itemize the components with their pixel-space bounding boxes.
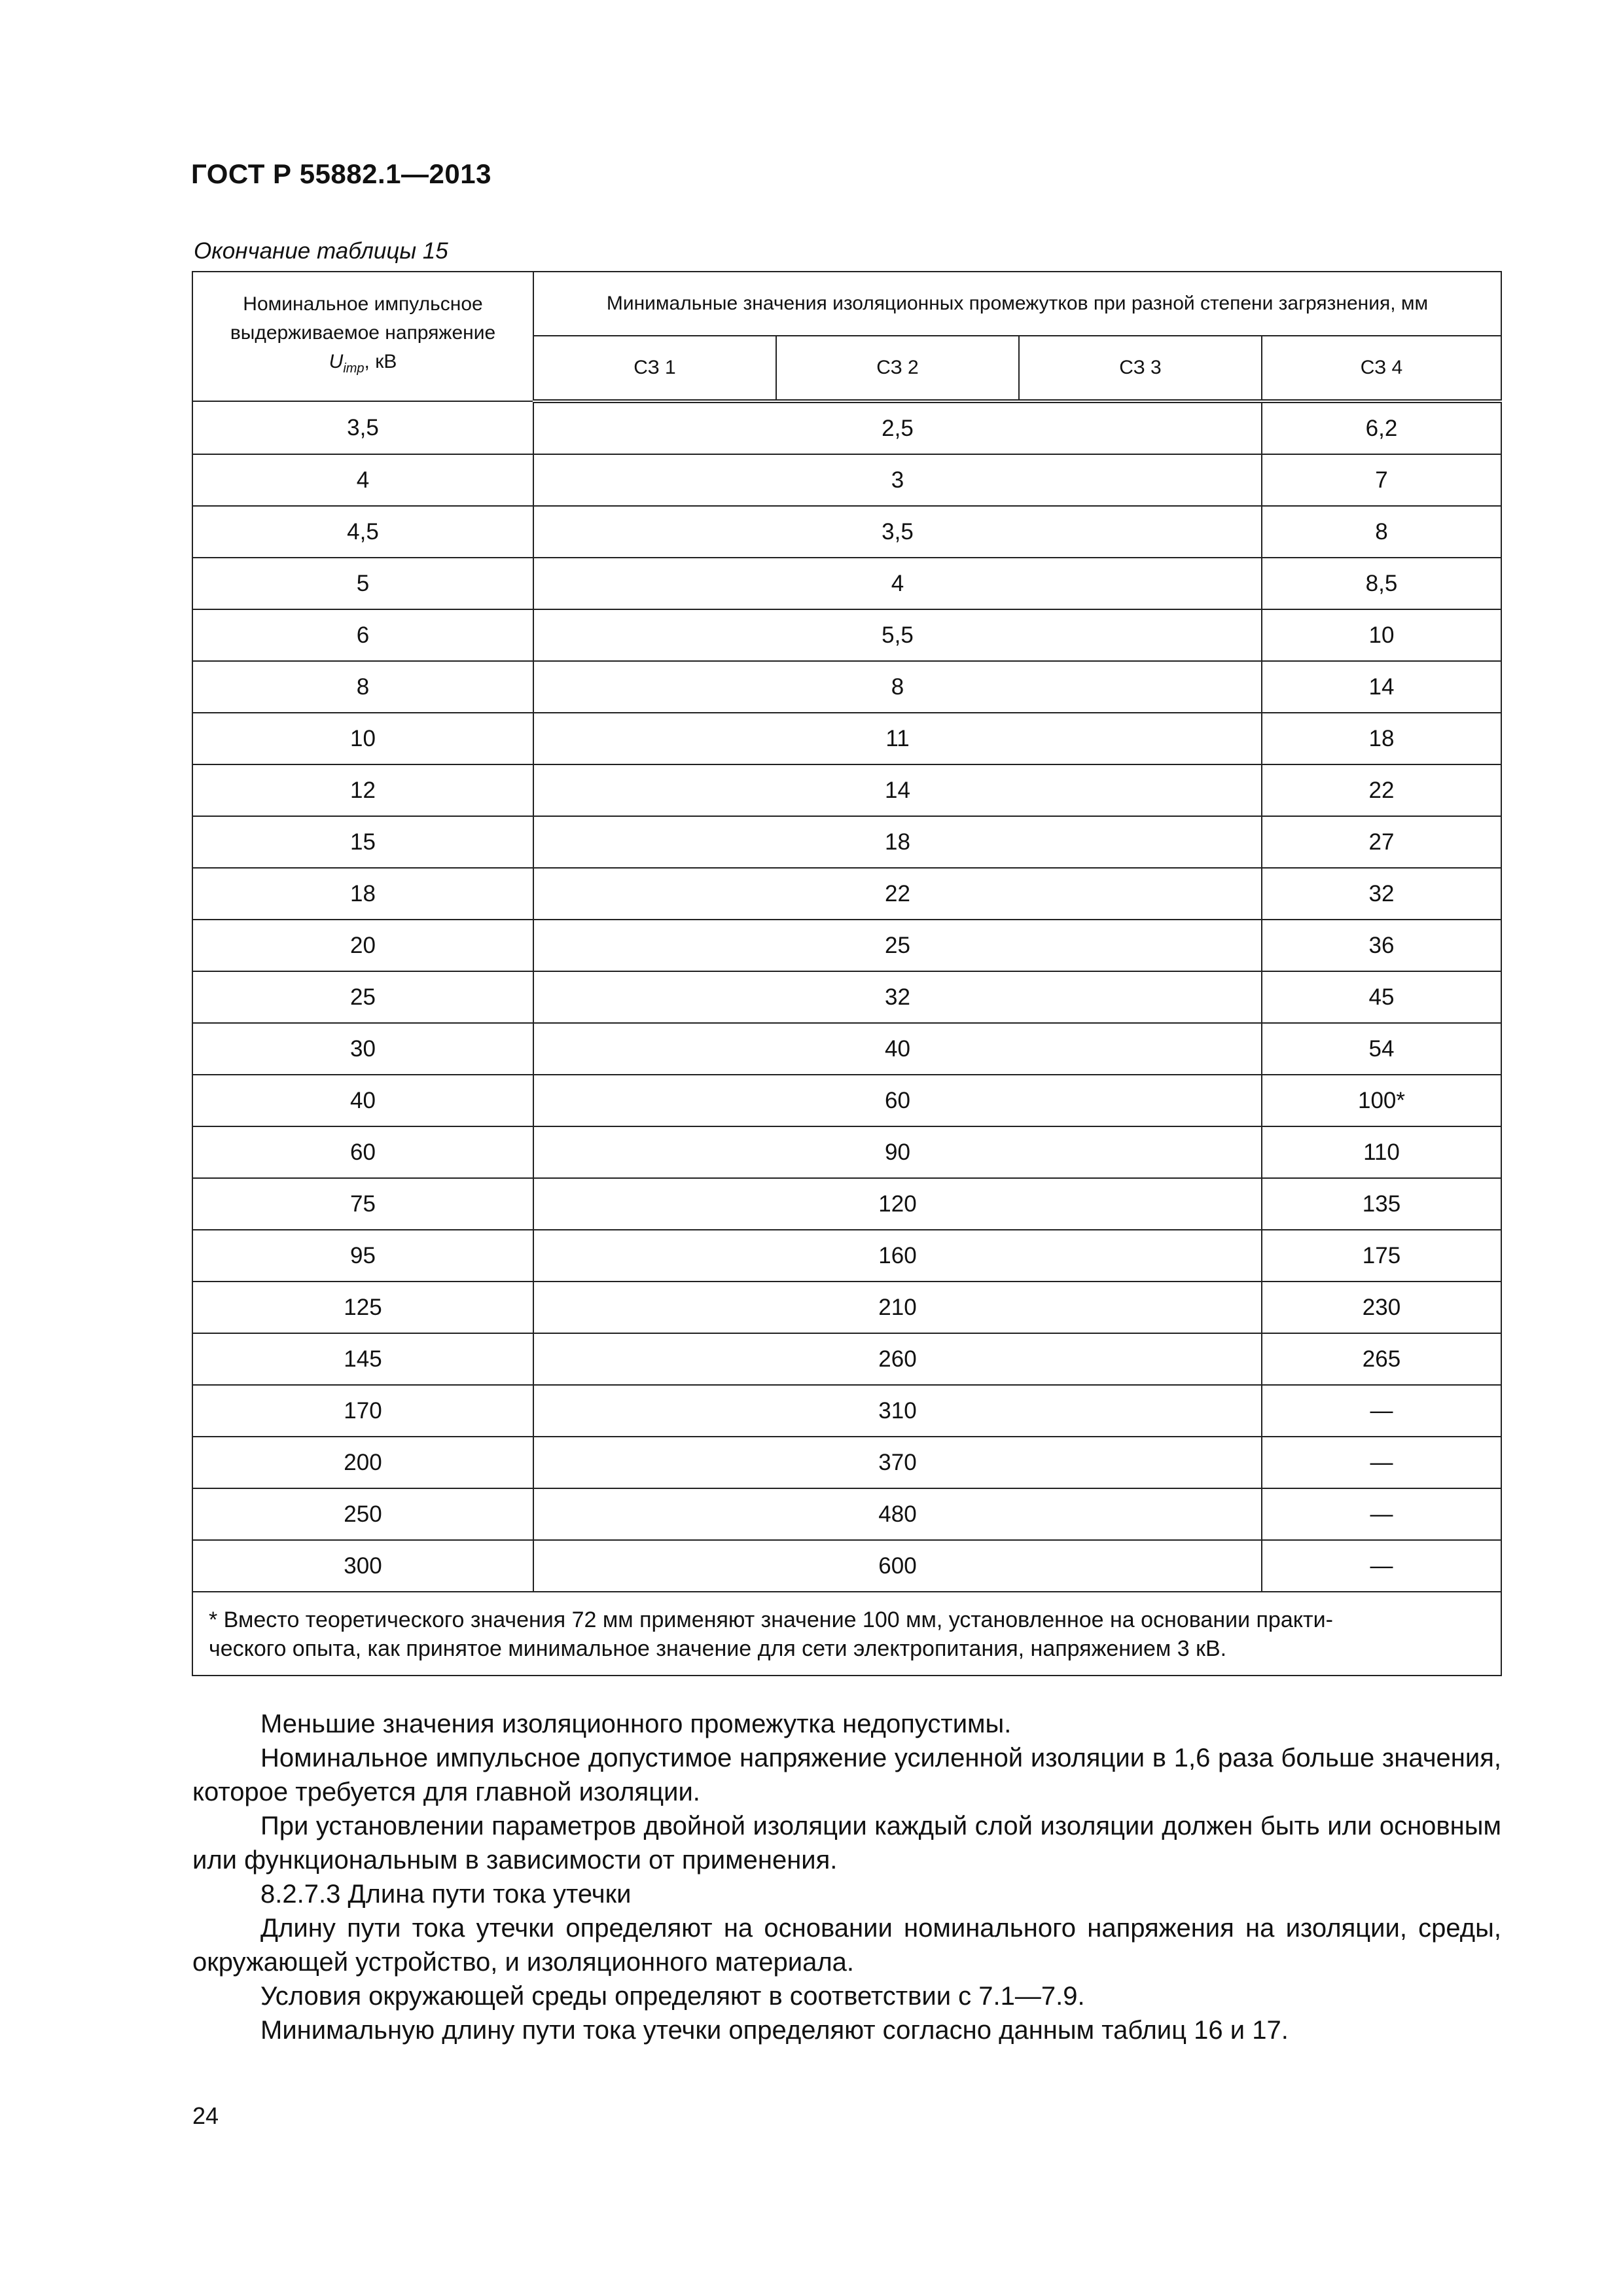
voltage-cell: 30 [192,1023,533,1075]
clearance-sz1-3-cell: 18 [533,816,1262,868]
voltage-cell: 25 [192,971,533,1023]
clearance-sz4-cell: 265 [1262,1333,1501,1385]
table-row [192,868,1501,920]
table-row [192,1126,1501,1178]
voltage-column-header [192,272,533,401]
voltage-cell: 200 [192,1437,533,1488]
clearance-sz1-3-cell: 60 [533,1075,1262,1126]
voltage-cell: 12 [192,764,533,816]
clearance-sz1-3-cell: 8 [533,661,1262,713]
clearance-sz4-cell: 175 [1262,1230,1501,1282]
clearance-sz4-cell: 7 [1262,454,1501,506]
clearance-sz1-3-cell: 14 [533,764,1262,816]
clearance-sz4-cell: 135 [1262,1178,1501,1230]
voltage-cell: 95 [192,1230,533,1282]
voltage-cell: 15 [192,816,533,868]
table-row [192,764,1501,816]
table-row [192,558,1501,609]
table-footnote [192,1592,1501,1676]
voltage-cell: 18 [192,868,533,920]
footnote-line1: * Вместо теоретического значения 72 мм применяют значение 100 мм, установленное на основании практи- [209,1607,1333,1632]
voltage-unit: , кВ [364,351,397,372]
clearance-sz4-cell: 36 [1262,920,1501,971]
voltage-cell: 20 [192,920,533,971]
clearance-sz4-cell: 8 [1262,506,1501,558]
table-row [192,1540,1501,1592]
table-row [192,1488,1501,1540]
body-paragraph: При установлении параметров двойной изоляции каждый слой изоляции должен быть или основным или функциональным в зависимости от применения. [192,1812,1501,1874]
table-body [192,401,1501,1592]
clearance-sz4-cell: 18 [1262,713,1501,764]
voltage-cell: 3,5 [192,401,533,454]
table-row [192,971,1501,1023]
clearance-sz1-3-cell: 11 [533,713,1262,764]
table-row [192,661,1501,713]
table-row [192,1282,1501,1333]
clearance-sz4-cell: 8,5 [1262,558,1501,609]
clearance-sz4-cell: 27 [1262,816,1501,868]
clearance-sz4-cell: — [1262,1488,1501,1540]
clearance-sz1-3-cell: 32 [533,971,1262,1023]
voltage-header-line1: Номинальное импульсное [243,293,483,315]
subheader-sz3: СЗ 3 [1019,336,1262,401]
clearance-sz1-3-cell: 210 [533,1282,1262,1333]
clearance-sz1-3-cell: 22 [533,868,1262,920]
clearance-sz4-cell: 54 [1262,1023,1501,1075]
clearance-sz1-3-cell: 480 [533,1488,1262,1540]
clearance-sz4-cell: — [1262,1540,1501,1592]
voltage-cell: 10 [192,713,533,764]
voltage-cell: 6 [192,609,533,661]
table-row [192,609,1501,661]
body-paragraph: Меньшие значения изоляционного промежутка недопустимы. [260,1710,1012,1738]
voltage-cell: 75 [192,1178,533,1230]
voltage-cell: 250 [192,1488,533,1540]
body-paragraph: Длину пути тока утечки определяют на основании номинального напряжения на изоляции, среды, окружающей устройство, и изоляционного материала. [192,1914,1501,1977]
table-footnote-row [192,1592,1501,1676]
voltage-cell: 170 [192,1385,533,1437]
voltage-cell: 8 [192,661,533,713]
table-row [192,1075,1501,1126]
clearance-sz1-3-cell: 40 [533,1023,1262,1075]
clearance-sz1-3-cell: 25 [533,920,1262,971]
page-number: 24 [192,2102,219,2129]
clearance-sz4-cell: 100* [1262,1075,1501,1126]
clearance-sz1-3-cell: 5,5 [533,609,1262,661]
voltage-cell: 60 [192,1126,533,1178]
table-row [192,1385,1501,1437]
clearance-sz4-cell: — [1262,1385,1501,1437]
clearance-sz4-cell: 45 [1262,971,1501,1023]
body-paragraph: Минимальную длину пути тока утечки определяют согласно данным таблиц 16 и 17. [260,2016,1289,2045]
clearance-sz1-3-cell: 3,5 [533,506,1262,558]
clearance-sz1-3-cell: 160 [533,1230,1262,1282]
table-row [192,506,1501,558]
body-paragraph: Условия окружающей среды определяют в соответствии с 7.1—7.9. [260,1982,1085,2011]
body-paragraph: 8.2.7.3 Длина пути тока утечки [260,1880,632,1909]
voltage-cell: 4,5 [192,506,533,558]
voltage-subscript: imp [343,361,365,376]
clearance-sz1-3-cell: 600 [533,1540,1262,1592]
subheader-sz4: СЗ 4 [1262,336,1501,401]
table-row [192,1178,1501,1230]
clearance-sz1-3-cell: 120 [533,1178,1262,1230]
clearance-sz1-3-cell: 90 [533,1126,1262,1178]
body-text [192,1707,1501,2047]
voltage-cell: 4 [192,454,533,506]
body-paragraph: Номинальное импульсное допустимое напряжение усиленной изоляции в 1,6 раза больше значения, которое требуется для главной изоляции. [192,1744,1501,1806]
clearance-sz4-cell: 22 [1262,764,1501,816]
table-row [192,816,1501,868]
subheader-sz2: СЗ 2 [776,336,1019,401]
clearance-group-header: Минимальные значения изоляционных промежутков при разной степени загрязнения, мм [533,272,1501,336]
clearance-table [192,271,1502,1676]
table-row [192,920,1501,971]
clearance-sz1-3-cell: 4 [533,558,1262,609]
voltage-symbol: U [329,351,344,372]
clearance-sz4-cell: 6,2 [1262,401,1501,454]
voltage-cell: 125 [192,1282,533,1333]
clearance-sz4-cell: 14 [1262,661,1501,713]
table-row [192,1023,1501,1075]
clearance-sz1-3-cell: 2,5 [533,401,1262,454]
clearance-sz1-3-cell: 310 [533,1385,1262,1437]
table-row [192,1437,1501,1488]
subheader-sz1: СЗ 1 [533,336,776,401]
table-caption: Окончание таблицы 15 [194,238,448,264]
footnote-line2: ческого опыта, как принятое минимальное значение для сети электропитания, напряжением 3 кВ. [209,1636,1227,1661]
clearance-sz1-3-cell: 3 [533,454,1262,506]
clearance-sz4-cell: — [1262,1437,1501,1488]
clearance-sz4-cell: 10 [1262,609,1501,661]
table-row [192,1230,1501,1282]
clearance-sz4-cell: 110 [1262,1126,1501,1178]
clearance-sz4-cell: 230 [1262,1282,1501,1333]
table-row [192,454,1501,506]
document-header: ГОСТ Р 55882.1—2013 [191,158,491,189]
table-row [192,713,1501,764]
voltage-cell: 40 [192,1075,533,1126]
table-header-row [192,272,1501,336]
voltage-cell: 145 [192,1333,533,1385]
clearance-sz1-3-cell: 260 [533,1333,1262,1385]
voltage-header-line2: выдерживаемое напряжение [230,322,496,344]
voltage-cell: 5 [192,558,533,609]
clearance-sz1-3-cell: 370 [533,1437,1262,1488]
voltage-cell: 300 [192,1540,533,1592]
table-row [192,1333,1501,1385]
clearance-sz4-cell: 32 [1262,868,1501,920]
table-row [192,401,1501,454]
